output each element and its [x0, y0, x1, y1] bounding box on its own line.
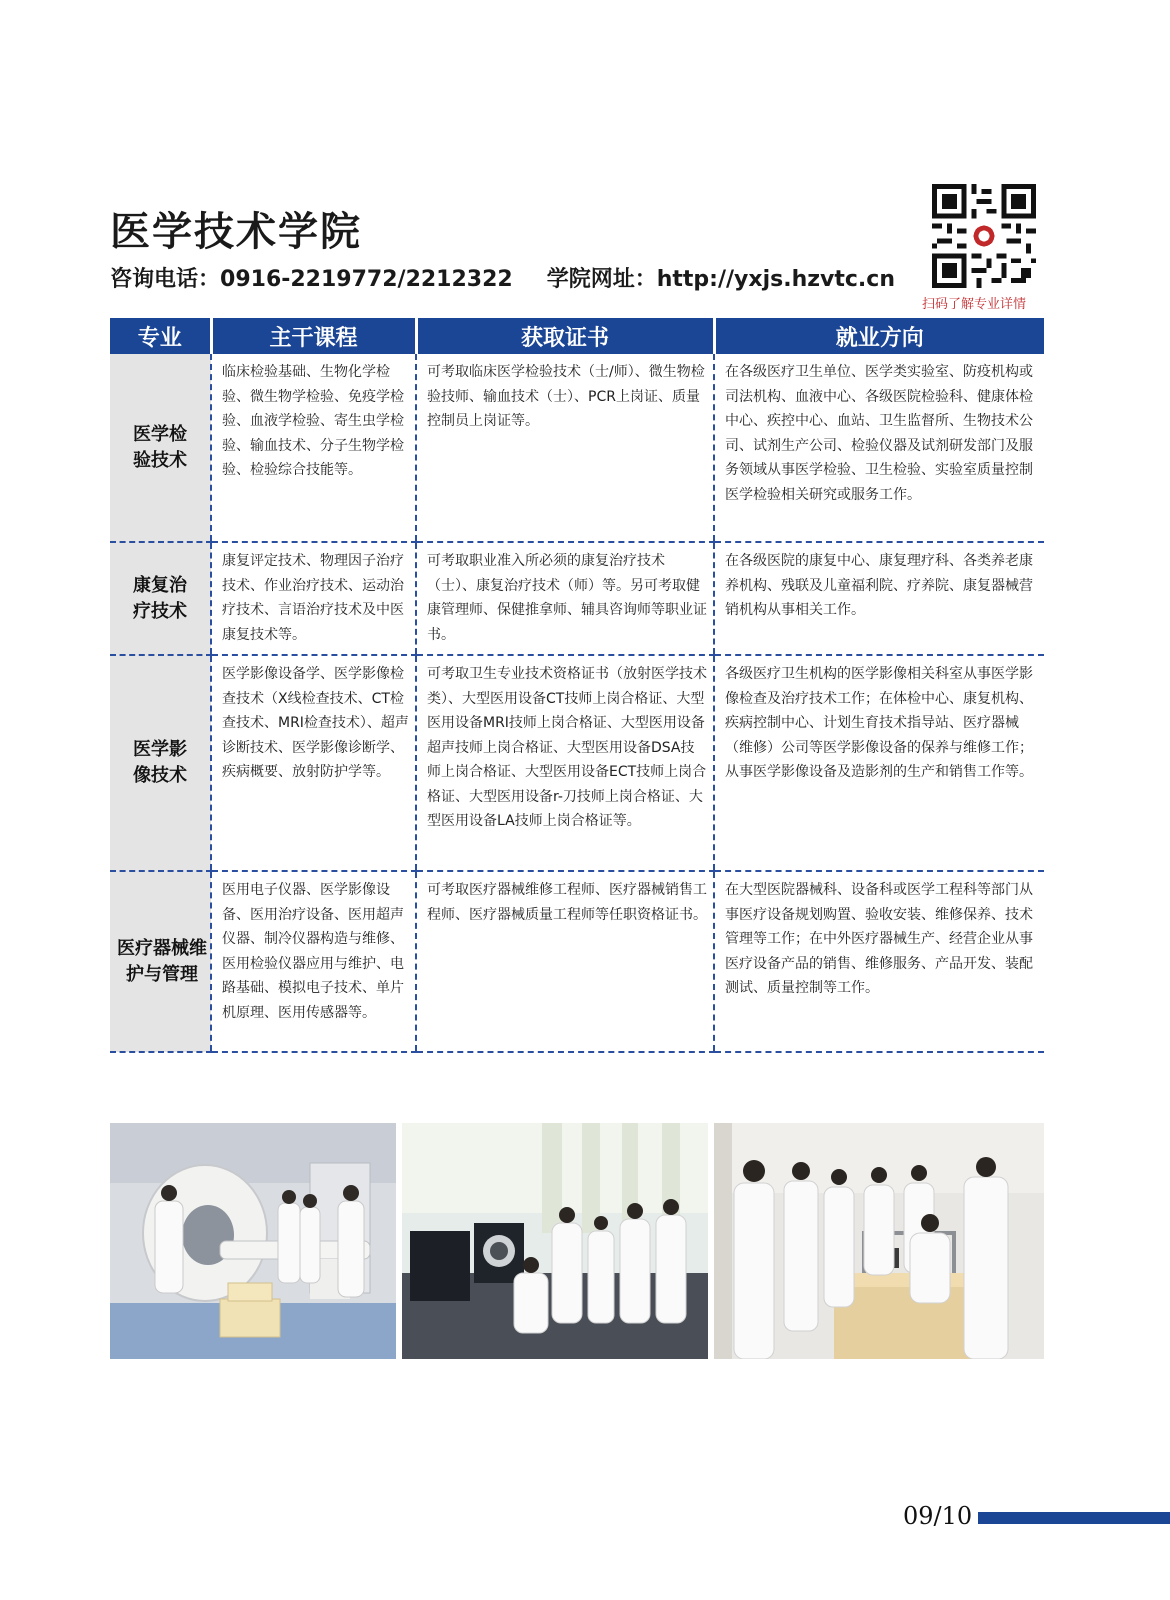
- qr-caption: 扫码了解专业详情: [922, 297, 1027, 312]
- photo-strip: [110, 1123, 1044, 1359]
- table-row: [110, 655, 1044, 871]
- major-name: [110, 354, 211, 542]
- careers-cell: 在各级医疗卫生单位、医学类实验室、防疫机构或司法机构、血液中心、各级医院检验科、健康体检中心、疾控中心、血站、卫生监督所、生物技术公司、试剂生产公司、检验仪器及试剂研发部门及服务领域从事医学检验、卫生检验、实验室质量控制医学检验相关研究或服务工作。: [714, 354, 1044, 542]
- careers-cell: 在各级医院的康复中心、康复理疗科、各类养老康养机构、残联及儿童福利院、疗养院、康复器械营销机构从事相关工作。: [714, 542, 1044, 655]
- major-name: [110, 871, 211, 1052]
- courses-cell: 临床检验基础、生物化学检验、微生物学检验、免疫学检验、血液学检验、寄生虫学检验、输血技术、分子生物学检验、检验综合技能等。: [211, 354, 416, 542]
- website-link[interactable]: http://yxjs.hzvtc.cn: [656, 267, 895, 292]
- qr-code-icon[interactable]: [932, 184, 1036, 288]
- major-name: [110, 655, 211, 871]
- courses-cell: 医学影像设备学、医学影像检查技术（X线检查技术、CT检查技术、MRI检查技术）、超声诊断技术、医学影像诊断学、疾病概要、放射防护学等。: [211, 655, 416, 871]
- contact-line: [110, 262, 895, 293]
- certificates-cell: 可考取卫生专业技术资格证书（放射医学技术类）、大型医用设备CT技师上岗合格证、大型医用设备MRI技师上岗合格证、大型医用设备超声技师上岗合格证、大型医用设备DSA技师上岗合格证、大型医用设备ECT技师上岗合格证、大型医用设备r-刀技师上岗合格证、大型医用设备LA技师上岗合格证等。: [416, 655, 714, 871]
- major-label: 康复治疗技术: [133, 574, 187, 622]
- website-label: 学院网址：: [546, 267, 657, 292]
- header-certificates: 获取证书: [416, 318, 714, 354]
- major-label: 医疗器械维护与管理: [117, 937, 207, 985]
- certificates-cell: 可考取医疗器械维修工程师、医疗器械销售工程师、医疗器械质量工程师等任职资格证书。: [416, 871, 714, 1052]
- table-row: [110, 871, 1044, 1052]
- table-row: [110, 354, 1044, 542]
- ct-scanner-lab-photo: [110, 1123, 396, 1359]
- careers-cell: 各级医疗卫生机构的医学影像相关科室从事医学影像检查及治疗技术工作；在体检中心、康复机构、疾病控制中心、计划生育技术指导站、医疗器械（维修）公司等医学影像设备的保养与维修工作；从事医学影像设备及造影剂的生产和销售工作等。: [714, 655, 1044, 871]
- courses-cell: 康复评定技术、物理因子治疗技术、作业治疗技术、运动治疗技术、言语治疗技术及中医康复技术等。: [211, 542, 416, 655]
- header-major: 专业: [110, 318, 211, 354]
- rehabilitation-training-photo: [714, 1123, 1044, 1359]
- majors-table: [110, 318, 1044, 1053]
- major-label: 医学影像技术: [133, 739, 187, 786]
- major-name: [110, 542, 211, 655]
- courses-cell: 医用电子仪器、医学影像设备、医用治疗设备、医用超声仪器、制冷仪器构造与维修、医用检验仪器应用与维护、电路基础、模拟电子技术、单片机原理、医用传感器等。: [211, 871, 416, 1052]
- page-number: 09/10: [903, 1502, 973, 1530]
- table-row: [110, 542, 1044, 655]
- imaging-workstation-lab-photo: [402, 1123, 708, 1359]
- page-accent-bar: [978, 1512, 1170, 1524]
- certificates-cell: 可考取职业准入所必须的康复治疗技术（士）、康复治疗技术（师）等。另可考取健康管理师、保健推拿师、辅具咨询师等职业证书。: [416, 542, 714, 655]
- certificates-cell: 可考取临床医学检验技术（士/师）、微生物检验技师、输血技术（士）、PCR上岗证、质量控制员上岗证等。: [416, 354, 714, 542]
- phone-label: 咨询电话：: [110, 267, 221, 292]
- major-label: 医学检验技术: [133, 423, 187, 471]
- phone-number: 0916-2219772/2212322: [220, 267, 513, 292]
- header-careers: 就业方向: [714, 318, 1044, 354]
- careers-cell: 在大型医院器械科、设备科或医学工程科等部门从事医疗设备规划购置、验收安装、维修保养、技术管理等工作；在中外医疗器械生产、经营企业从事医疗设备产品的销售、维修服务、产品开发、装配测试、质量控制等工作。: [714, 871, 1044, 1052]
- header-courses: 主干课程: [211, 318, 416, 354]
- table-header-row: [110, 318, 1044, 354]
- page-title: 医学技术学院: [110, 209, 362, 255]
